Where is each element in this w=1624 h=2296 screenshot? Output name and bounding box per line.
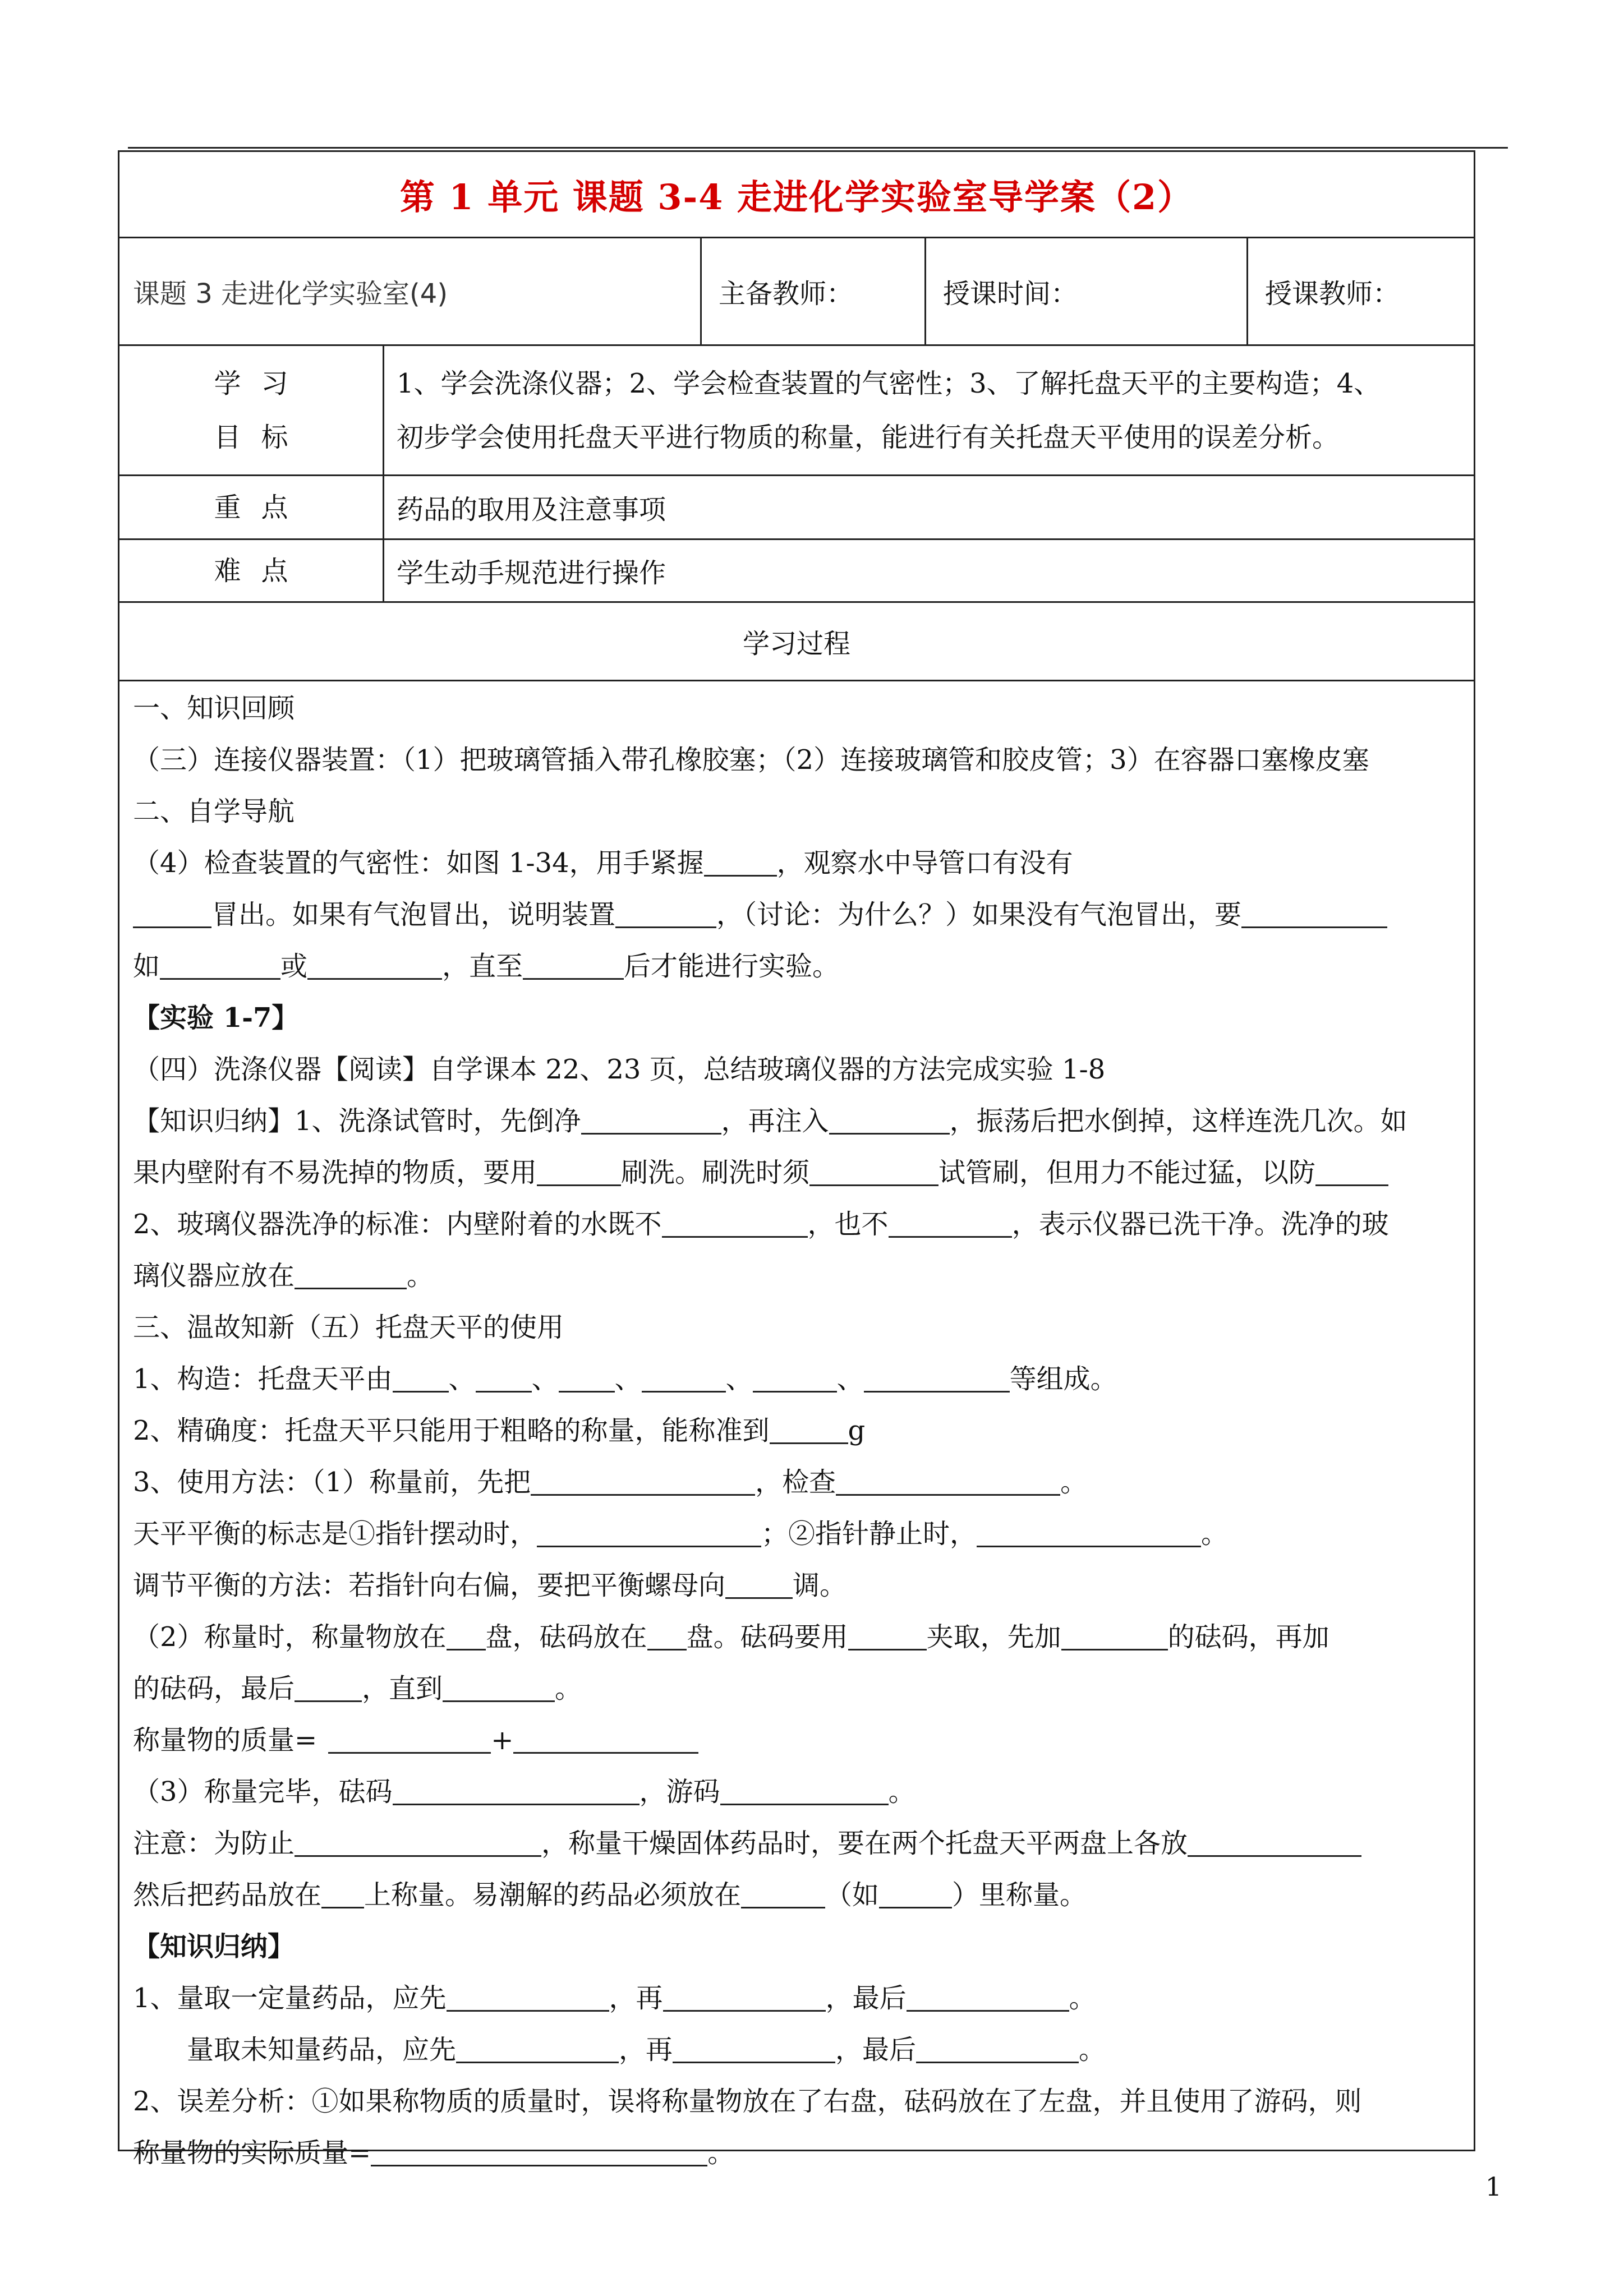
blank — [133, 900, 211, 928]
blank — [829, 1106, 950, 1135]
topic-cell — [119, 238, 702, 344]
lead-teacher-cell — [702, 238, 926, 344]
goals-line-1: 1、学会洗涤仪器；2、学会检查装置的气密性；3、了解托盘天平的主要构造；4、 — [397, 367, 1381, 399]
blank — [476, 1364, 532, 1393]
line-airtight-2: 冒出。如果有气泡冒出，说明装置 ，（讨论：为什么？）如果没有气泡冒出，要 — [133, 889, 1468, 940]
topic-label: 课题 3 走进化学实验室(4) — [133, 278, 448, 310]
blank — [160, 951, 280, 980]
blank — [443, 1673, 555, 1702]
blank — [371, 2138, 707, 2166]
key-point-label: 重点 — [119, 476, 384, 538]
blank — [295, 1261, 407, 1289]
blank — [581, 1106, 721, 1135]
blank — [770, 1416, 848, 1444]
blank — [889, 1209, 1012, 1238]
goals-label — [119, 346, 384, 474]
key-point-text: 药品的取用及注意事项 — [397, 494, 666, 525]
class-time-label: 授课时间： — [943, 278, 1078, 310]
blank — [531, 1467, 755, 1496]
process-body — [119, 683, 1474, 2179]
blank — [537, 1158, 621, 1186]
blank — [1188, 1828, 1361, 1857]
blank — [393, 1777, 640, 1805]
key-point-row — [119, 476, 1474, 540]
line-balance-adjust: 调节平衡的方法：若指针向右偏，要把平衡螺母向 调。 — [133, 1570, 847, 1601]
line-balance-precision: 2、精确度：托盘天平只能用于粗略的称量，能称准到 g — [133, 1415, 866, 1446]
line-actual-mass: 称量物的实际质量= 。 — [133, 2137, 735, 2169]
top-rule — [128, 147, 1508, 149]
blank — [753, 1364, 837, 1393]
blank — [642, 1364, 726, 1393]
line-mass-formula: 称量物的质量= + — [133, 1714, 1468, 1766]
header-row — [119, 238, 1474, 346]
blank — [295, 1673, 362, 1702]
line-clean-standard-2: 璃仪器应放在 。 — [133, 1260, 434, 1292]
blank — [879, 1880, 952, 1908]
blank — [647, 1622, 687, 1650]
goals-label-line2: 目标 — [214, 421, 309, 453]
blank — [615, 900, 716, 928]
blank — [662, 1209, 808, 1238]
blank — [295, 1828, 541, 1857]
blank — [836, 1467, 1060, 1496]
teacher-label: 授课教师： — [1265, 278, 1400, 310]
line-error-analysis: 2、误差分析：①如果称物质的质量时，误将称量物放在了右盘，砝码放在了左盘，并且使用了游码，则 — [133, 2086, 1362, 2117]
blank — [456, 2035, 619, 2063]
blank — [864, 1364, 1010, 1393]
line-weighing-1: （2）称量时，称量物放在 盘，砝码放在 盘。砝码要用 夹取，先加 的砝码，再加 — [133, 1621, 1329, 1653]
difficulty-row — [119, 540, 1474, 603]
line-airtight-1: （4）检查装置的气密性：如图 1-34，用手紧握 ，观察水中导管口有没有 — [133, 847, 1073, 879]
line-note-2: 然后把药品放在 上称量。易潮解的药品必须放在 （如 ）里称量。 — [133, 1879, 1087, 1911]
difficulty-label: 难点 — [119, 540, 384, 601]
class-time-cell — [926, 238, 1248, 344]
line-measure-unknown: 量取未知量药品，应先 ，再 ，最后 。 — [187, 2034, 1106, 2066]
blank — [559, 1364, 615, 1393]
page-number: 1 — [1485, 2171, 1502, 2202]
blank — [447, 1983, 609, 2012]
self-study-heading: 二、自学导航 — [133, 796, 295, 827]
blank — [907, 1983, 1069, 2012]
blank — [447, 1622, 486, 1650]
blank — [663, 1983, 826, 2012]
blank — [725, 1570, 793, 1599]
line-washing-1: 【知识归纳】1、洗涤试管时，先倒净 ，再注入 ，振荡后把水倒掉，这样连洗几次。如 — [133, 1105, 1407, 1137]
line-clean-standard-1: 2、玻璃仪器洗净的标准：内壁附着的水既不 ，也不 ，表示仪器已洗干净。洗净的玻 — [133, 1209, 1389, 1240]
blank — [307, 951, 442, 980]
blank — [720, 1777, 889, 1805]
blank — [673, 2035, 835, 2063]
line-airtight-3: 如 或 ，直至 后才能进行实验。 — [133, 951, 840, 982]
blank — [393, 1364, 449, 1393]
blank — [704, 848, 777, 877]
goals-row — [119, 346, 1474, 476]
blank — [977, 1519, 1201, 1547]
balance-heading: 三、温故知新（五）托盘天平的使用 — [133, 1312, 564, 1343]
goals-line-2: 初步学会使用托盘天平进行物质的称量，能进行有关托盘天平使用的误差分析。 — [397, 421, 1340, 453]
teacher-cell — [1248, 238, 1474, 344]
difficulty-text: 学生动手规范进行操作 — [397, 557, 666, 589]
line-washing-read: （四）洗涤仪器【阅读】自学课本 22、23 页，总结玻璃仪器的方法完成实验 1-8 — [133, 1054, 1106, 1085]
line-balance-equilibrium: 天平平衡的标志是①指针摆动时， ；②指针静止时， 。 — [133, 1518, 1229, 1550]
process-title: 学习过程 — [742, 628, 850, 660]
knowledge-summary-heading: 【知识归纳】 — [133, 1931, 295, 1962]
page-title: 第 1 单元 课题 3-4 走进化学实验室导学案（2） — [399, 177, 1194, 218]
line-after-weighing: （3）称量完毕，砝码 ，游码 。 — [133, 1776, 915, 1808]
line-balance-usage-1: 3、使用方法：（1）称量前，先把 ，检查 。 — [133, 1467, 1088, 1498]
line-weighing-2: 的砝码，最后 ，直到 。 — [133, 1673, 582, 1704]
blank — [916, 2035, 1079, 2063]
goals-label-line1: 学习 — [214, 367, 309, 399]
blank — [1061, 1622, 1168, 1650]
blank — [523, 951, 624, 980]
line-note-1: 注意：为防止 ，称量干燥固体药品时，要在两个托盘天平两盘上各放 — [133, 1818, 1468, 1869]
line-balance-structure: 1、构造：托盘天平由 、 、 、 、 、 等组成。 — [133, 1363, 1117, 1395]
blank — [848, 1622, 927, 1650]
experiment-1-7: 【实验 1-7】 — [133, 1002, 299, 1034]
blank — [1241, 900, 1387, 928]
line-measure-known: 1、量取一定量药品，应先 ，再 ，最后 。 — [133, 1983, 1096, 2014]
review-heading: 一、知识回顾 — [133, 693, 295, 724]
title-row — [119, 152, 1474, 238]
worksheet-table — [118, 150, 1475, 2169]
process-title-row — [119, 603, 1474, 681]
blank — [1315, 1158, 1388, 1186]
goals-text — [384, 346, 1474, 474]
lead-teacher-label: 主备教师： — [719, 278, 854, 310]
blank — [513, 1725, 698, 1754]
line-washing-2: 果内壁附有不易洗掉的物质，要用 刷洗。刷洗时须 试管刷，但用力不能过猛，以防 — [133, 1147, 1468, 1198]
blank — [537, 1519, 761, 1547]
line-connect-apparatus: （三）连接仪器装置：（1）把玻璃管插入带孔橡胶塞；（2）连接玻璃管和胶皮管；3）在容器口塞橡皮塞 — [133, 744, 1369, 776]
blank — [741, 1880, 825, 1908]
blank — [321, 1880, 364, 1908]
blank — [328, 1725, 491, 1754]
blank — [809, 1158, 938, 1186]
